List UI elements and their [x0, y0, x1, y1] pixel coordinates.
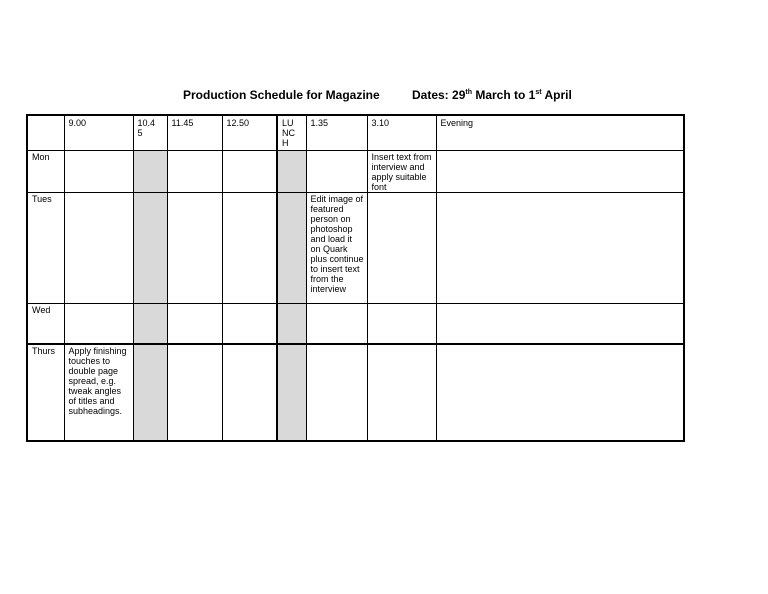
schedule-dates — [412, 88, 572, 102]
cell-tues-lunch — [277, 192, 306, 303]
schedule-row-tues — [27, 192, 684, 303]
column-header-11-45: 11.45 — [167, 115, 222, 150]
column-header-3-10: 3.10 — [367, 115, 436, 150]
dates-prefix: Dates: 29 — [412, 88, 466, 102]
header-row — [27, 115, 684, 150]
day-label-mon: Mon — [27, 150, 64, 192]
cell-mon-3-10: Insert text from interview and apply suitable font — [367, 150, 436, 192]
dates-superscript-st: st — [535, 89, 542, 96]
cell-thurs-evening — [436, 344, 684, 441]
cell-wed-lunch — [277, 303, 306, 344]
schedule-row-thurs — [27, 344, 684, 441]
cell-tues-10-45 — [133, 192, 167, 303]
cell-wed-evening — [436, 303, 684, 344]
day-label-thurs: Thurs — [27, 344, 64, 441]
day-label-wed: Wed — [27, 303, 64, 344]
dates-superscript-th: th — [465, 89, 472, 96]
cell-wed-1-35 — [306, 303, 367, 344]
cell-wed-11-45 — [167, 303, 222, 344]
cell-wed-3-10 — [367, 303, 436, 344]
column-header-evening: Evening — [436, 115, 684, 150]
schedule-row-mon — [27, 150, 684, 192]
cell-mon-12-50 — [222, 150, 277, 192]
schedule-row-wed — [27, 303, 684, 344]
column-header-10-45: 10.4 5 — [133, 115, 167, 150]
production-schedule-table — [26, 114, 685, 442]
cell-mon-9-00 — [64, 150, 133, 192]
dates-middle: March to 1 — [471, 88, 536, 102]
dates-suffix: April — [541, 88, 572, 102]
cell-thurs-10-45 — [133, 344, 167, 441]
cell-mon-lunch — [277, 150, 306, 192]
cell-tues-evening — [436, 192, 684, 303]
cell-wed-10-45 — [133, 303, 167, 344]
schedule-title: Production Schedule for Magazine — [183, 88, 380, 102]
cell-thurs-1-35 — [306, 344, 367, 441]
cell-thurs-12-50 — [222, 344, 277, 441]
header-corner-cell — [27, 115, 64, 150]
day-label-tues: Tues — [27, 192, 64, 303]
cell-tues-12-50 — [222, 192, 277, 303]
cell-mon-11-45 — [167, 150, 222, 192]
cell-mon-1-35 — [306, 150, 367, 192]
cell-wed-12-50 — [222, 303, 277, 344]
cell-thurs-9-00: Apply finishing touches to double page spread, e.g. tweak angles of titles and subheadings. — [64, 344, 133, 441]
column-header-12-50: 12.50 — [222, 115, 277, 150]
cell-wed-9-00 — [64, 303, 133, 344]
cell-tues-1-35: Edit image of featured person on photoshop and load it on Quark plus continue to insert text from the interview — [306, 192, 367, 303]
column-header-9-00: 9.00 — [64, 115, 133, 150]
cell-mon-evening — [436, 150, 684, 192]
column-header-lunch: LU NC H — [277, 115, 306, 150]
column-header-1-35: 1.35 — [306, 115, 367, 150]
cell-tues-3-10 — [367, 192, 436, 303]
document-title-line — [0, 86, 768, 104]
cell-tues-11-45 — [167, 192, 222, 303]
cell-thurs-11-45 — [167, 344, 222, 441]
cell-thurs-lunch — [277, 344, 306, 441]
cell-thurs-3-10 — [367, 344, 436, 441]
cell-mon-10-45 — [133, 150, 167, 192]
cell-tues-9-00 — [64, 192, 133, 303]
